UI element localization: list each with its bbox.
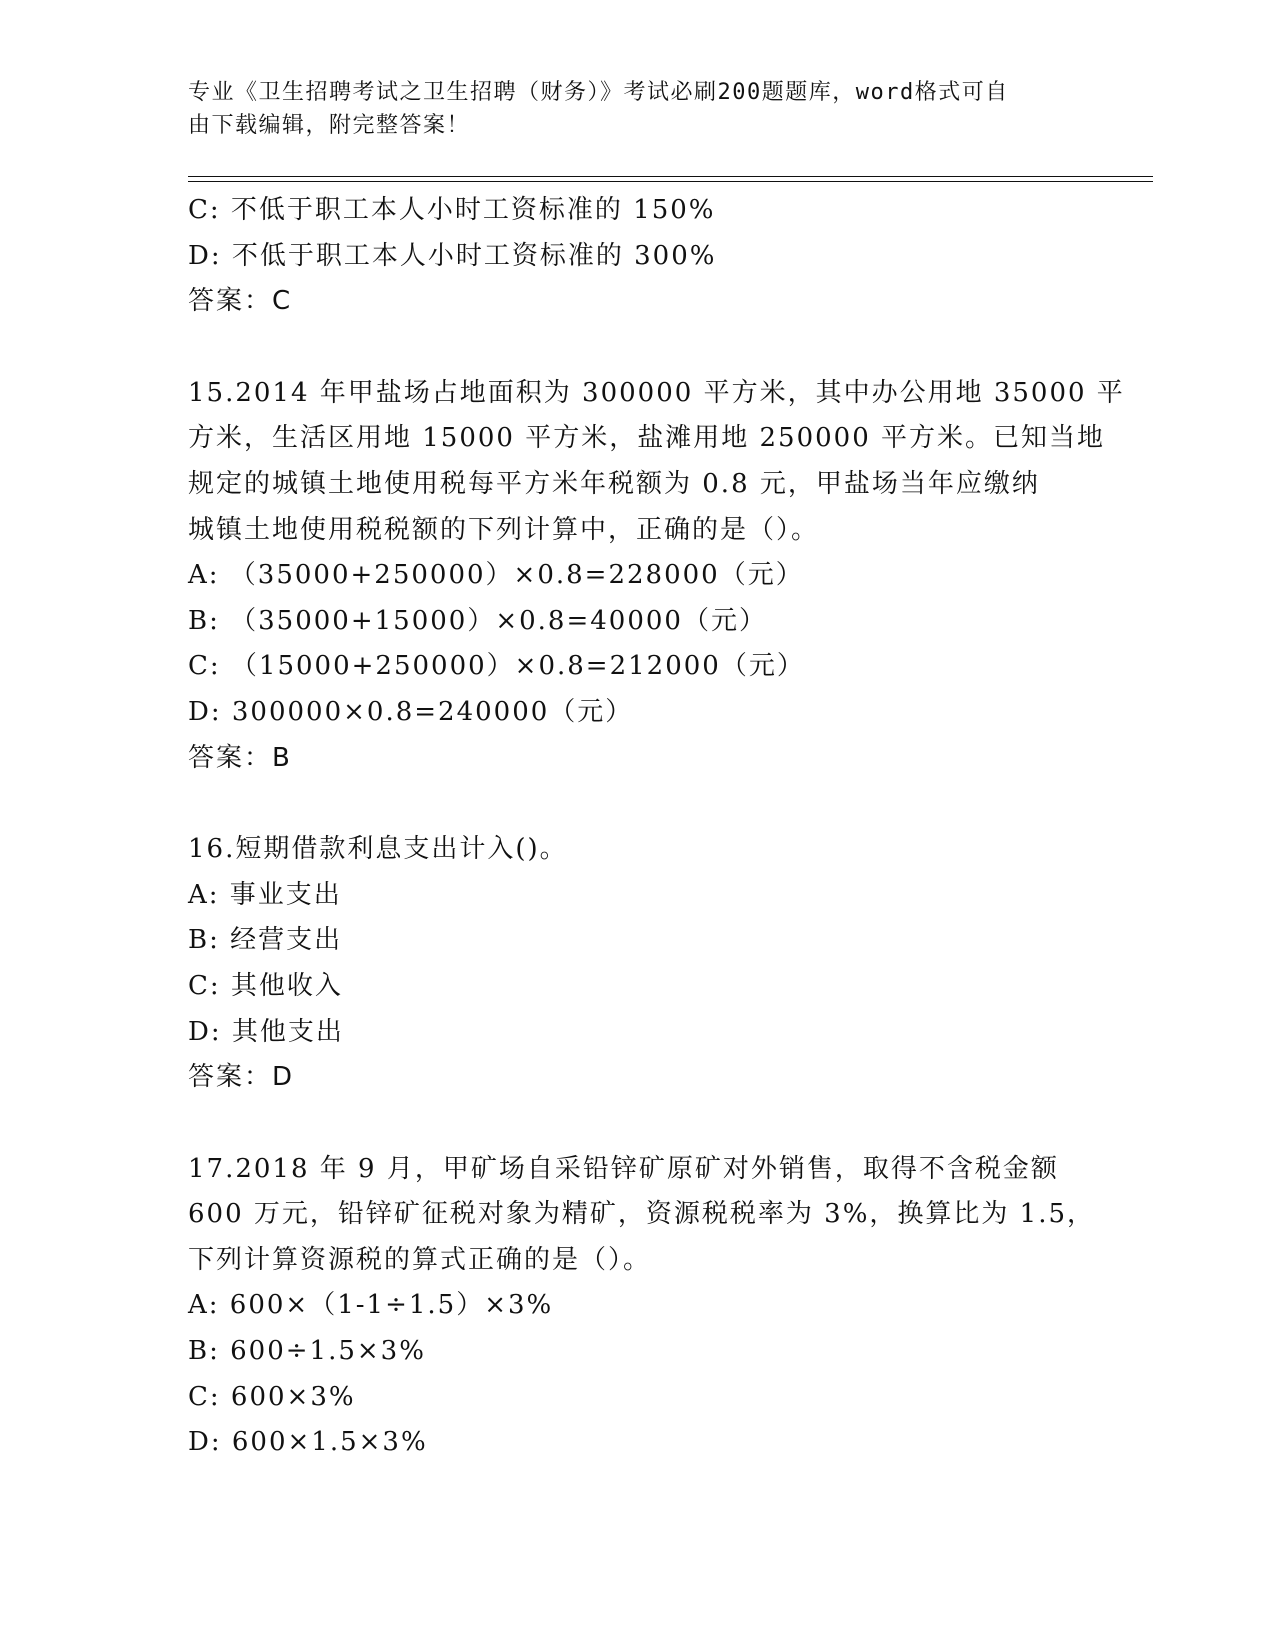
spacer: [188, 325, 1088, 371]
question-14-continued: [188, 188, 1088, 325]
option-a: A: 600×（1-1÷1.5）×3%: [188, 1290, 554, 1321]
question-stem-line: 17.2018 年 9 月，甲矿场自采铅锌矿原矿对外销售，取得不含税金额: [188, 1153, 1059, 1184]
question-list: [188, 188, 1125, 1466]
question-stem-line: 规定的城镇土地使用税每平方米年税额为 0.8 元，甲盐场当年应缴纳: [188, 468, 1040, 499]
option-b: B: （35000+15000）×0.8=40000（元）: [188, 605, 767, 636]
option-d: D: 600×1.5×3%: [188, 1427, 428, 1458]
spacer: [188, 1101, 1088, 1147]
question-stem-line: 600 万元，铅锌矿征税对象为精矿，资源税税率为 3%，换算比为 1.5，: [188, 1199, 1096, 1230]
option-a: A: 事业支出: [188, 879, 342, 910]
question-stem-line: 城镇土地使用税税额的下列计算中，正确的是（）。: [188, 514, 820, 545]
option-b: B: 600÷1.5×3%: [188, 1336, 426, 1367]
header-divider-thick: [188, 176, 1153, 177]
option-a: A: （35000+250000）×0.8=228000（元）: [188, 560, 804, 591]
question-stem-line: 15.2014 年甲盐场占地面积为 300000 平方米，其中办公用地 35000 平: [188, 377, 1125, 408]
answer-line: 答案：C: [188, 286, 293, 317]
question-17: [188, 1147, 1096, 1466]
spacer: [188, 781, 1088, 827]
question-16: [188, 827, 1088, 1101]
option-c: C: （15000+250000）×0.8=212000（元）: [188, 651, 805, 682]
answer-line: 答案：D: [188, 1062, 295, 1093]
option-d: D: 其他支出: [188, 1016, 344, 1047]
option-d: D: 300000×0.8=240000（元）: [188, 696, 634, 727]
document-header: [188, 76, 1068, 142]
option-c: C: 其他收入: [188, 970, 343, 1001]
header-line-1: 专业《卫生招聘考试之卫生招聘（财务）》考试必刷200题题库，word格式可自: [188, 80, 1009, 105]
option-c: C: 600×3%: [188, 1381, 356, 1412]
option-b: B: 经营支出: [188, 925, 343, 956]
option-d: D: 不低于职工本人小时工资标准的 300%: [188, 240, 717, 271]
question-stem-line: 下列计算资源税的算式正确的是（）。: [188, 1244, 652, 1275]
question-stem-line: 16.短期借款利息支出计入()。: [188, 834, 568, 865]
question-15: [188, 371, 1125, 781]
option-c: C: 不低于职工本人小时工资标准的 150%: [188, 195, 716, 225]
answer-line: 答案：B: [188, 742, 292, 773]
header-divider-thin: [188, 181, 1153, 182]
header-line-2: 由下载编辑，附完整答案！: [188, 113, 471, 138]
question-stem-line: 方米，生活区用地 15000 平方米，盐滩用地 250000 平方米。已知当地: [188, 423, 1106, 454]
